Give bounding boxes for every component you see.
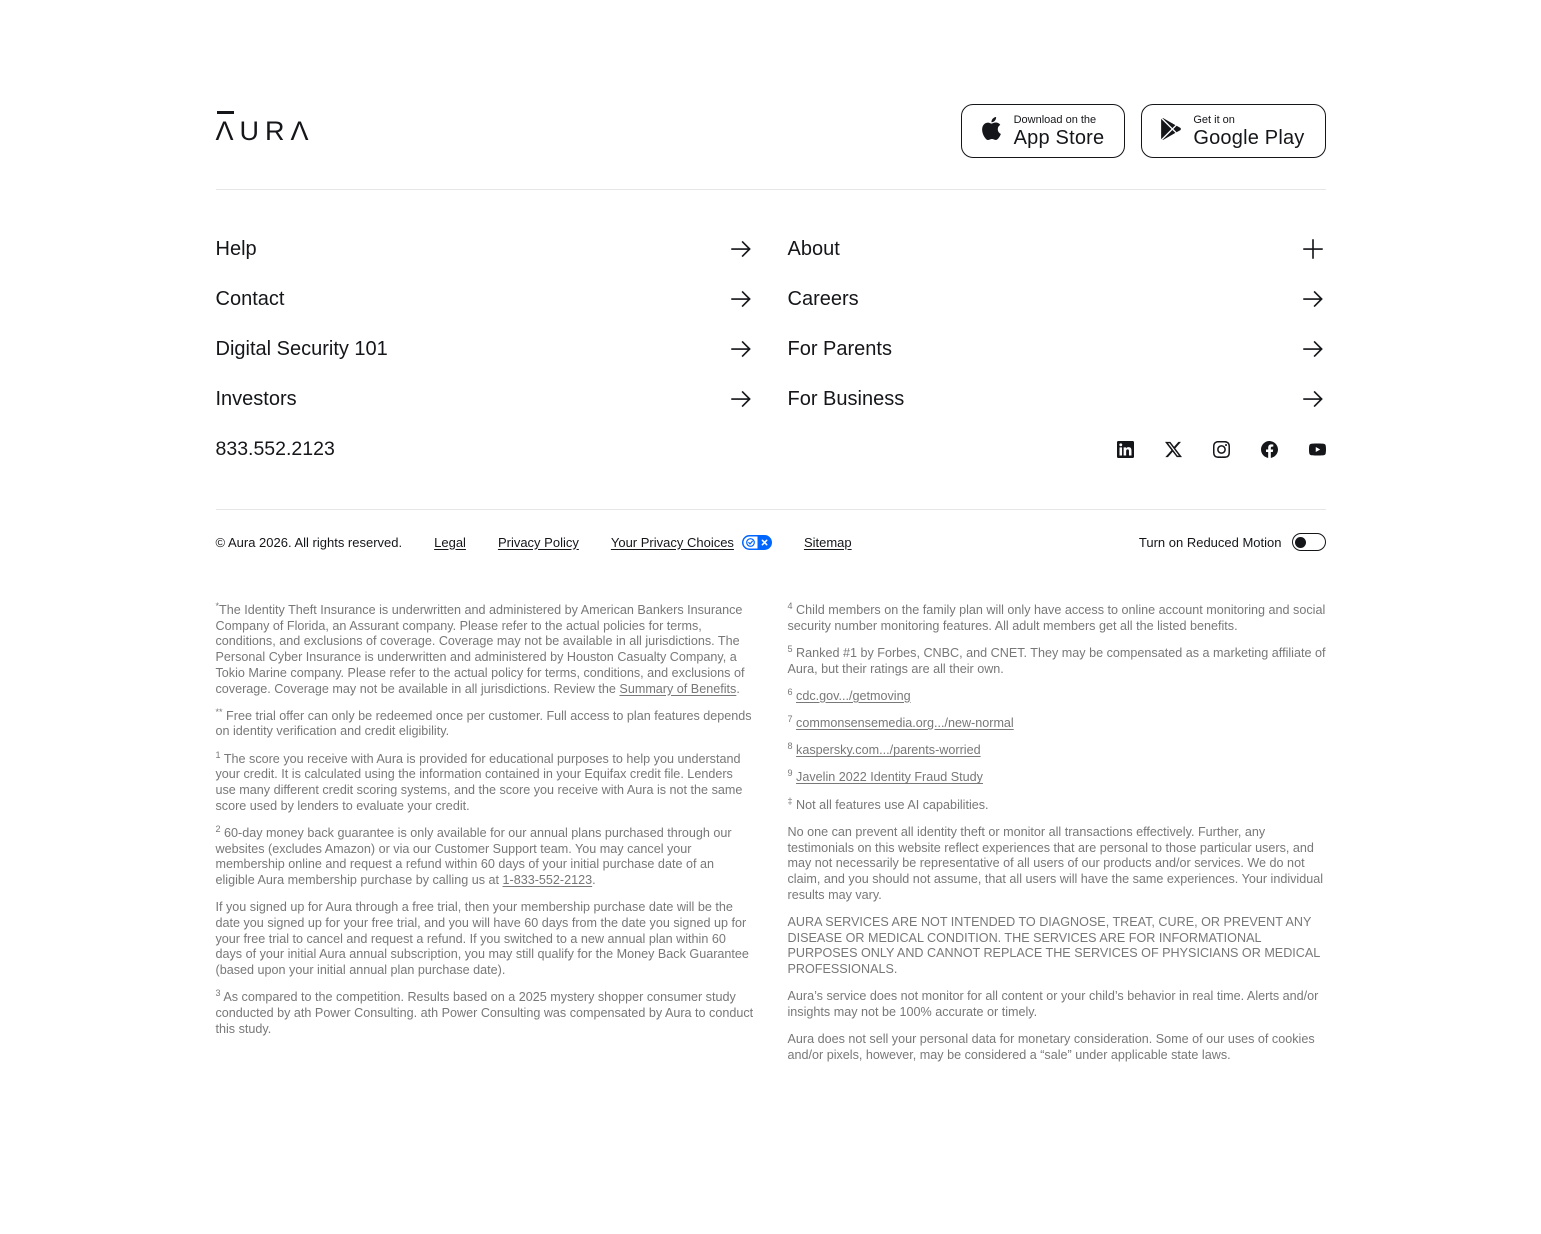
- badge-tagline: Download on the: [1013, 113, 1097, 126]
- aura-logo[interactable]: ΛURΛ: [215, 115, 315, 146]
- footer-header: [216, 103, 1326, 159]
- footnote: ‡ Not all features use AI capabilities.: [787, 795, 989, 812]
- arrow-right-icon: [728, 286, 754, 312]
- kaspersky-link[interactable]: kaspersky.com.../parents-worried: [796, 743, 981, 758]
- cdc-getmoving-link[interactable]: cdc.gov.../getmoving: [796, 688, 911, 703]
- your-privacy-choices-link[interactable]: [611, 535, 772, 550]
- phone-1-833-552-2123-link[interactable]: 1-833-552-2123: [502, 873, 593, 888]
- footnote: $^2$ 60-day money back guarantee is only available for our annual plans purchased through our websites (excludes Amazon) or via our Customer Support team. You may cancel your membership online and request a refund within 60 days of your initial purchase date of an eligible Aura membership purchase by calling us at 1-833-552-2123.: [215, 823, 732, 888]
- nav-link-label: About: [787, 237, 840, 260]
- legal-link[interactable]: Legal: [434, 534, 466, 550]
- footnote: $^1$ The score you receive with Aura is provided for educational purposes to help you understand your credit. It is calculated using the information contained in your Equifax credit file. Lenders use many different credit scoring systems, and the score you receive with Aura is not the same score used by lenders to evaluate your credit.: [215, 749, 743, 813]
- arrow-right-icon: [728, 236, 754, 262]
- instagram-icon[interactable]: [1213, 441, 1230, 458]
- social-links: [788, 424, 1326, 474]
- copyright-text: © Aura 2026. All rights reserved.: [215, 534, 403, 550]
- nav-link-for-business[interactable]: [788, 374, 1326, 424]
- arrow-right-icon: [1300, 386, 1326, 412]
- reduced-motion-toggle[interactable]: [1292, 533, 1326, 551]
- reduced-motion-label: Turn on Reduced Motion: [1138, 534, 1282, 550]
- footnotes: [215, 600, 1326, 1147]
- nav-link-label: Contact: [215, 287, 285, 310]
- javelin-fraud-study-link[interactable]: Javelin 2022 Identity Fraud Study: [796, 770, 983, 785]
- privacy-options-icon: [742, 535, 772, 550]
- privacy-policy-link[interactable]: Privacy Policy: [497, 534, 579, 550]
- footnote: $^8$ kaspersky.com.../parents-worried: [787, 741, 981, 758]
- arrow-right-icon: [1300, 336, 1326, 362]
- app-store-button[interactable]: [961, 104, 1126, 158]
- youtube-icon[interactable]: [1309, 441, 1326, 458]
- nav-link-about[interactable]: [788, 224, 1326, 274]
- arrow-right-icon: [728, 386, 754, 412]
- google-play-icon: [1160, 117, 1182, 146]
- badge-store-name: Google Play: [1193, 126, 1305, 149]
- badge-tagline: Get it on: [1193, 113, 1235, 126]
- summary-of-benefits-link[interactable]: Summary of Benefits: [619, 681, 737, 696]
- footnote: *The Identity Theft Insurance is underwritten and administered by American Bankers Insurance Company of Florida, an Assurant company. Please refer to the actual policies for terms, conditions, and exclusions of coverage. Coverage may not be available in all jurisdictions. The Personal Cyber Insurance is underwritten and administered by Houston Casualty Company, a Tokio Marine company. Please refer to the actual policy for terms, conditions, and exclusions of coverage. Coverage may not be available in all jurisdictions. Review the Summary of Benefits.: [215, 600, 745, 696]
- footnote: No one can prevent all identity theft or monitor all transactions effectively. Further, any testimonials on this website reflect experiences that are personal to those particular users, and may not necessarily be representative of all users of our products and/or services. We do not claim, and you should not assume, that all users will have the same experiences. Your individual results may vary.: [787, 824, 1324, 902]
- google-play-button[interactable]: [1141, 104, 1325, 158]
- nav-link-label: For Parents: [787, 337, 892, 360]
- x-icon[interactable]: [1165, 441, 1182, 458]
- nav-link-careers[interactable]: [788, 274, 1326, 324]
- nav-link-help[interactable]: [216, 224, 754, 274]
- footnotes-left-column: [215, 600, 754, 1075]
- privacy-choices-label[interactable]: Your Privacy Choices: [610, 534, 734, 550]
- legal-bar: [216, 510, 1326, 573]
- apple-icon: [980, 115, 1003, 147]
- nav-link-digital-security-101[interactable]: [216, 324, 754, 374]
- footnote: $^5$ Ranked #1 by Forbes, CNBC, and CNET. They may be compensated as a marketing affiliate of Aura, but their ratings are all their own.: [787, 643, 1326, 676]
- footnote: $^4$ Child members on the family plan will only have access to online account monitoring and social security number monitoring features. All adult members get all the listed benefits.: [787, 600, 1326, 633]
- badge-store-name: App Store: [1013, 126, 1105, 149]
- nav-link-label: Help: [215, 237, 257, 260]
- phone-number[interactable]: [216, 424, 754, 474]
- phone-number-label: 833.552.2123: [215, 437, 335, 460]
- footnote: Aura’s service does not monitor for all content or your child’s behavior in real time. Alerts and/or insights may not be 100% accurate or timely.: [787, 989, 1319, 1019]
- nav-column-left: [216, 224, 754, 474]
- footnote: Aura does not sell your personal data for monetary consideration. Some of our uses of cookies and/or pixels, however, may be considered a “sale” under applicable state laws.: [787, 1032, 1315, 1062]
- facebook-icon[interactable]: [1261, 441, 1278, 458]
- nav-link-investors[interactable]: [216, 374, 754, 424]
- footnotes-right-column: [787, 600, 1326, 1075]
- footer: [216, 103, 1326, 1147]
- linkedin-icon[interactable]: [1117, 441, 1134, 458]
- nav-column-right: [788, 224, 1326, 474]
- footnote: $^7$ commonsensemedia.org.../new-normal: [787, 713, 1014, 731]
- store-badges: [961, 104, 1326, 158]
- footer-nav: [216, 224, 1326, 474]
- footnote: $^9$ Javelin 2022 Identity Fraud Study: [787, 768, 983, 785]
- toggle-knob: [1295, 537, 1306, 548]
- arrow-right-icon: [728, 336, 754, 362]
- commonsensemedia-link[interactable]: commonsensemedia.org.../new-normal: [796, 716, 1014, 731]
- footnote: ** Free trial offer can only be redeemed once per customer. Full access to plan features depends on identity verification and credit eligibility.: [215, 706, 752, 739]
- nav-link-label: Investors: [215, 387, 297, 410]
- plus-icon: [1300, 236, 1326, 262]
- nav-link-label: Digital Security 101: [215, 337, 388, 360]
- footnote: $^3$ As compared to the competition. Results based on a 2025 mystery shopper consumer study conducted by ath Power Consulting. ath Power Consulting was compensated by Aura to conduct this study.: [215, 988, 754, 1036]
- arrow-right-icon: [1300, 286, 1326, 312]
- footnote: AURA SERVICES ARE NOT INTENDED TO DIAGNOSE, TREAT, CURE, OR PREVENT ANY DISEASE OR MEDICAL CONDITION. THE SERVICES ARE FOR INFORMATIONAL PURPOSES ONLY AND CANNOT REPLACE THE SERVICES OF PHYSICIANS OR MEDICAL PROFESSIONALS.: [787, 914, 1320, 976]
- sitemap-link[interactable]: Sitemap: [803, 534, 852, 550]
- footnote: $^6$ cdc.gov.../getmoving: [787, 686, 911, 703]
- nav-link-for-parents[interactable]: [788, 324, 1326, 374]
- nav-link-label: Careers: [787, 287, 859, 310]
- footnote: If you signed up for Aura through a free trial, then your membership purchase date will be the date you signed up for your free trial, and you will have 60 days from the date you signed up for your free trial to cancel and request a refund. If you switched to a new annual plan within 60 days of your initial Aura annual subscription, you may still qualify for the Money Back Guarantee (based upon your initial annual plan purchase date).: [215, 900, 749, 978]
- nav-link-contact[interactable]: [216, 274, 754, 324]
- nav-link-label: For Business: [787, 387, 905, 410]
- divider: [216, 189, 1326, 190]
